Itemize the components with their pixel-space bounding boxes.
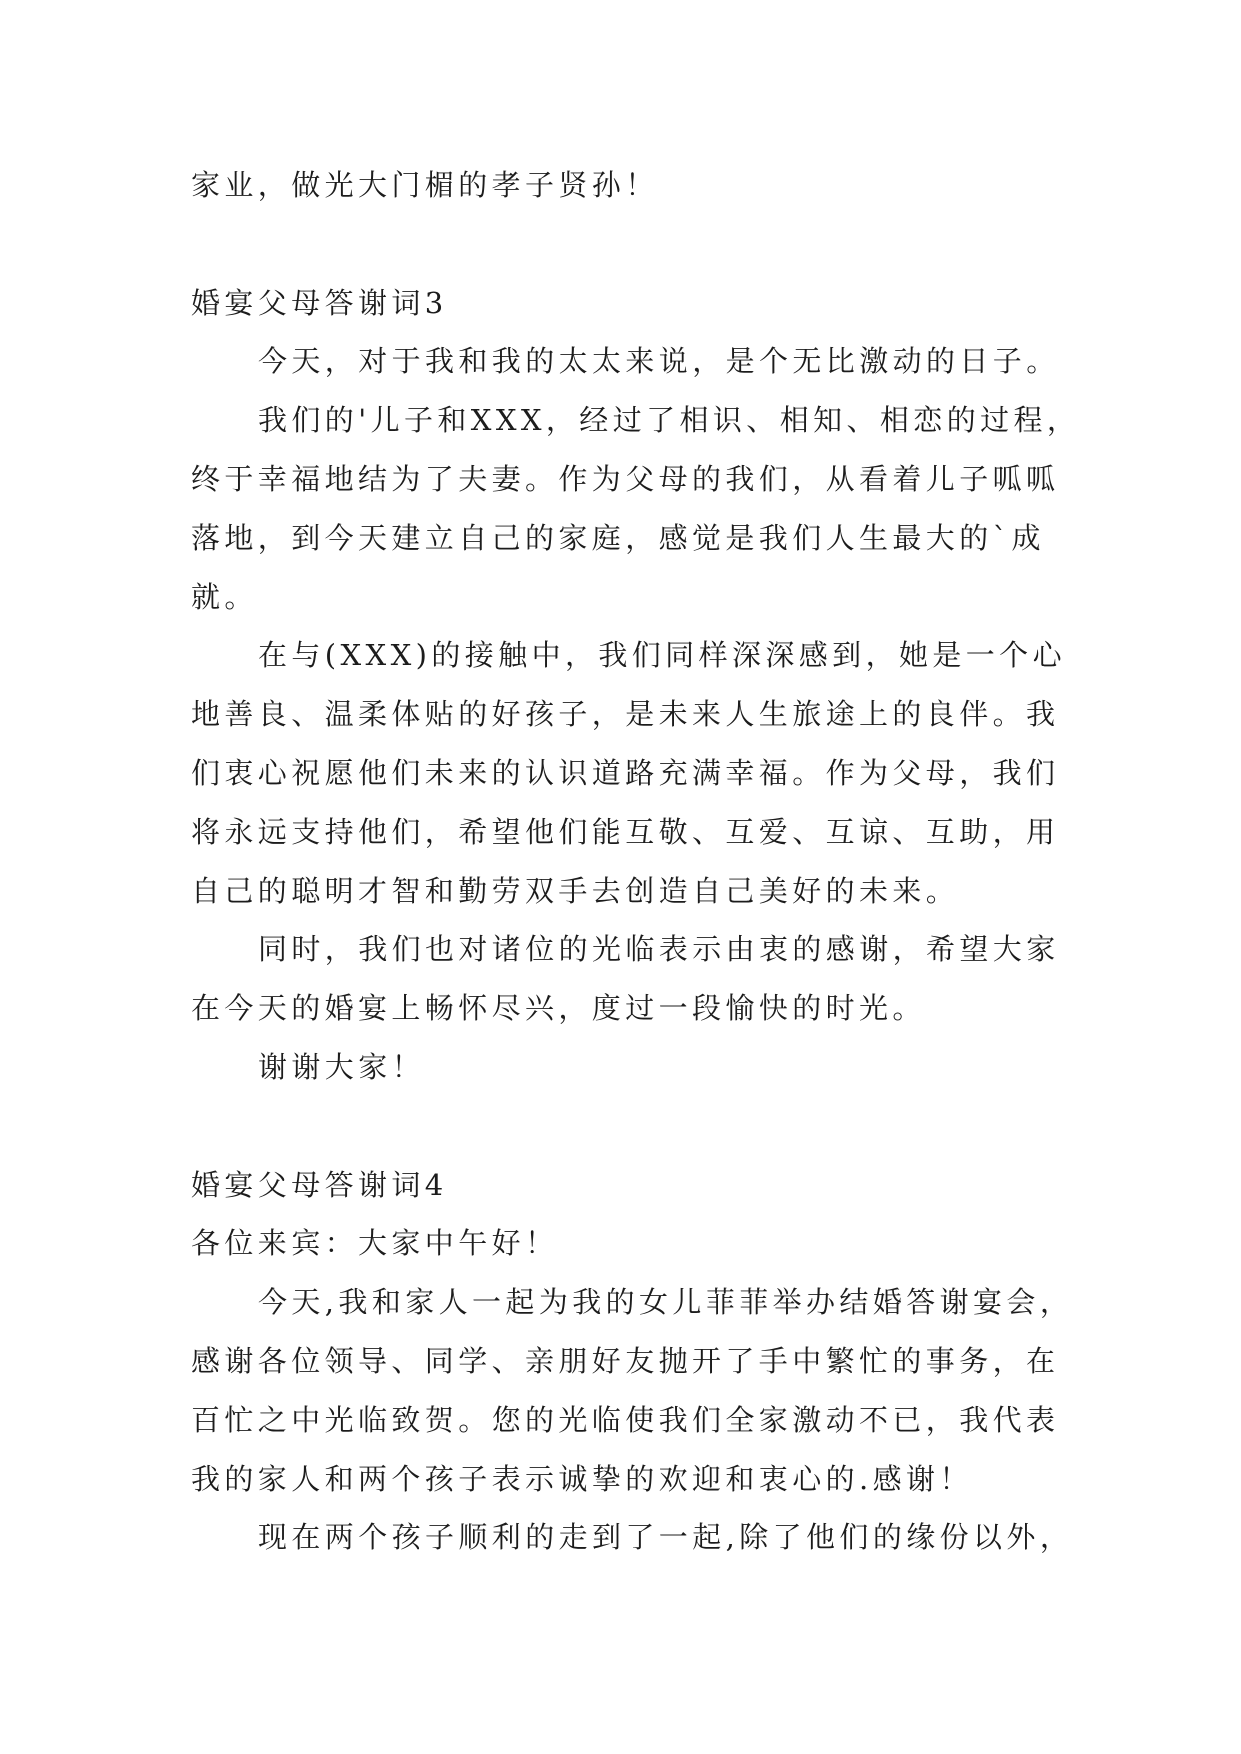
paragraph-line: 谢谢大家！ [258, 1049, 426, 1084]
paragraph [191, 1508, 1151, 1567]
section-heading: 婚宴父母答谢词3 [191, 285, 448, 320]
paragraph [191, 1038, 1151, 1097]
section-3 [191, 274, 1151, 1097]
paragraph-line: 感谢各位领导、同学、亲朋好友抛开了手中繁忙的事务，在 [191, 1343, 1060, 1378]
paragraph-line: 在今天的婚宴上畅怀尽兴，度过一段愉快的时光。 [191, 991, 926, 1026]
paragraph [191, 332, 1151, 391]
paragraph-line: 今天,我和家人一起为我的女儿菲菲举办结婚答谢宴会， [258, 1285, 1074, 1320]
paragraph-line: 今天，对于我和我的太太来说，是个无比激动的日子。 [258, 344, 1060, 379]
paragraph-line: 我们的'儿子和XXX，经过了相识、相知、相恋的过程， [258, 403, 1081, 438]
paragraph-line: 在与(XXX)的接触中，我们同样深深感到，她是一个心 [258, 638, 1066, 673]
paragraph-line: 地善良、温柔体贴的好孩子，是未来人生旅途上的良伴。我 [191, 697, 1060, 732]
greeting-line: 各位来宾：大家中午好！ [191, 1226, 559, 1261]
paragraph-line: 现在两个孩子顺利的走到了一起,除了他们的缘份以外， [258, 1520, 1074, 1555]
section-4 [191, 1156, 1151, 1568]
paragraph-line: 就。 [191, 579, 258, 614]
blank-line [191, 1097, 1151, 1156]
paragraph [191, 626, 1151, 920]
paragraph-line: 们衷心祝愿他们未来的认识道路充满幸福。作为父母，我们 [191, 755, 1060, 790]
paragraph-line: 自己的聪明才智和勤劳双手去创造自己美好的未来。 [191, 873, 960, 908]
paragraph [191, 391, 1151, 626]
paragraph-line: 落地，到今天建立自己的家庭，感觉是我们人生最大的`成 [191, 520, 1045, 555]
paragraph-line: 百忙之中光临致贺。您的光临使我们全家激动不已，我代表 [191, 1402, 1060, 1437]
paragraph-line: 同时，我们也对诸位的光临表示由衷的感谢，希望大家 [258, 932, 1060, 967]
paragraph [191, 1273, 1151, 1508]
section-heading: 婚宴父母答谢词4 [191, 1167, 448, 1202]
paragraph-line: 我的家人和两个孩子表示诚挚的欢迎和衷心的.感谢！ [191, 1461, 973, 1496]
paragraph-line: 终于幸福地结为了夫妻。作为父母的我们，从看着儿子呱呱 [191, 461, 1060, 496]
document-body [191, 156, 1151, 1567]
paragraph [191, 920, 1151, 1038]
paragraph-line: 将永远支持他们，希望他们能互敬、互爱、互谅、互助，用 [191, 814, 1060, 849]
blank-line [191, 215, 1151, 274]
continuation-line: 家业，做光大门楣的孝子贤孙！ [191, 168, 659, 202]
